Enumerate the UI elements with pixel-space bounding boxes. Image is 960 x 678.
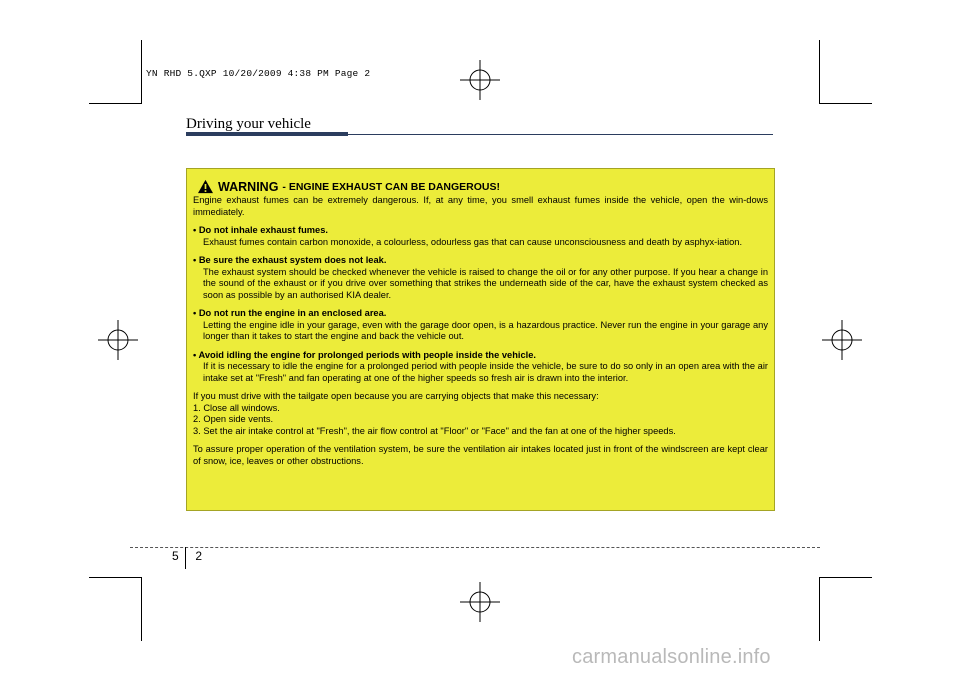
crop-mark (141, 578, 142, 641)
page-number (172, 549, 202, 563)
crop-mark (141, 40, 142, 103)
bullet-heading: • Do not run the engine in an enclosed area. (193, 308, 387, 318)
crop-mark (819, 103, 872, 104)
step-item: 2. Open side vents. (193, 414, 274, 424)
print-slug: YN RHD 5.QXP 10/20/2009 4:38 PM Page 2 (146, 68, 371, 79)
registration-mark-icon (822, 320, 862, 360)
warning-triangle-icon (197, 179, 214, 194)
crop-mark (89, 577, 142, 578)
header-rule-thick (186, 132, 348, 136)
header-rule-thin (348, 134, 773, 135)
watermark: carmanualsonline.info (572, 646, 771, 668)
warning-intro: Engine exhaust fumes can be extremely dangerous. If, at any time, you smell exhaust fumes inside the vehicle, open the win-dows immediately. (193, 195, 768, 217)
bullet-heading: • Be sure the exhaust system does not leak. (193, 255, 387, 265)
crop-mark (89, 103, 142, 104)
bullet-heading: • Do not inhale exhaust fumes. (193, 225, 328, 235)
chapter-number: 5 (172, 549, 179, 563)
registration-mark-icon (460, 582, 500, 622)
tailgate-intro: If you must drive with the tailgate open because you are carrying objects that make this necessary: (193, 391, 599, 401)
section-title: Driving your vehicle (186, 116, 311, 132)
closing-paragraph: To assure proper operation of the ventilation system, be sure the ventilation air intakes located just in front of the windscreen are kept clear of snow, ice, leaves or other obstructions. (193, 444, 768, 466)
warning-box (186, 168, 775, 511)
footer-dashed-rule (130, 547, 820, 548)
bullet-body: Letting the engine idle in your garage, even with the garage door open, is a hazardous practice. Never run the engine in your garage any longer than it takes to start the engine and back the vehicle out. (203, 319, 768, 341)
registration-mark-icon (460, 60, 500, 100)
registration-mark-icon (98, 320, 138, 360)
crop-mark (819, 40, 820, 103)
warning-header (197, 176, 768, 194)
bullet-heading: • Avoid idling the engine for prolonged periods with people inside the vehicle. (193, 349, 536, 360)
bullet-body: The exhaust system should be checked whenever the vehicle is raised to change the oil or for any other purpose. If you hear a change in the sound of the exhaust or if you drive over something that strikes the underneath side of the car, have the exhaust system checked as soon as possible by an authorised KIA dealer. (203, 266, 768, 300)
page-in-chapter: 2 (195, 549, 202, 563)
crop-mark (819, 577, 872, 578)
bullet-body: Exhaust fumes contain carbon monoxide, a colourless, odourless gas that can cause unconsciousness and death by asphyx-iation. (203, 236, 743, 247)
step-item: 3. Set the air intake control at "Fresh", the air flow control at "Floor" or "Face" and the fan at one of the higher speeds. (193, 425, 676, 436)
warning-label: WARNING (218, 180, 279, 194)
crop-mark (819, 578, 820, 641)
step-item: 1. Close all windows. (193, 402, 280, 413)
warning-subtitle: - ENGINE EXHAUST CAN BE DANGEROUS! (282, 181, 501, 193)
bullet-body: If it is necessary to idle the engine for a prolonged period with people inside the vehicle, be sure to do so only in an open area with the air intake set at "Fresh" and fan operating at one of the higher speeds so fresh air is drawn into the interior. (203, 361, 768, 383)
